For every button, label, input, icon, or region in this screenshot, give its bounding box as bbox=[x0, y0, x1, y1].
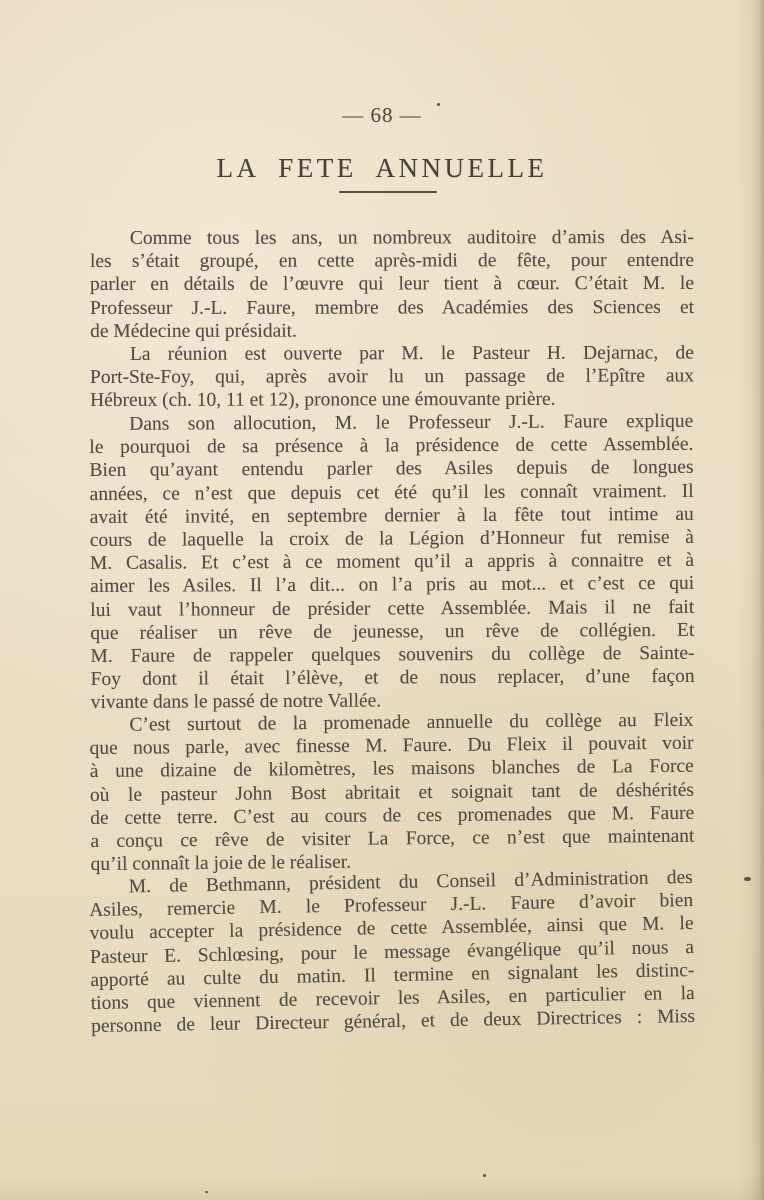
text-line: Port-Ste-Foy, qui, après avoir lu un passage de l’Epître aux bbox=[89, 365, 695, 389]
text-line: Foy dont il était l’élève, et de nous replacer, d’une façon bbox=[90, 665, 695, 690]
paper-speck bbox=[744, 877, 751, 881]
text-line: a conçu ce rêve de visiter La Force, ce n’est que maintenant bbox=[90, 825, 695, 852]
text-line: qu’il connaît la joie de le réaliser. bbox=[90, 851, 352, 876]
text-line: M. de Bethmann, président du Conseil d’Administration des bbox=[128, 867, 693, 898]
text-line: cours de laquelle la croix de la Légion d’Honneur fut remise à bbox=[89, 526, 694, 551]
paragraph bbox=[89, 866, 696, 1038]
text-line: C’est surtout de la promenade annuelle du collège au Fleix bbox=[129, 709, 694, 736]
text-line: La réunion est ouverte par M. le Pasteur H. Dejarnac, de bbox=[129, 342, 694, 365]
text-line: Bien qu’ayant entendu parler des Asiles depuis de longues bbox=[89, 456, 694, 481]
text-line: années, ce n’est que depuis cet été qu’il les connaît vraiment. Il bbox=[89, 479, 694, 505]
text-line: aimer les Asiles. Il l’a dit... on l’a pris au mot... et c’est ce qui bbox=[90, 572, 695, 597]
page-bottom-shadow bbox=[0, 1174, 764, 1200]
page-edge-shadow bbox=[738, 0, 764, 1200]
title-rule bbox=[339, 191, 437, 193]
paper-speck bbox=[205, 1191, 208, 1193]
text-line: à une dizaine de kilomètres, les maisons blanches de La Force bbox=[89, 756, 694, 783]
paragraph bbox=[89, 409, 695, 714]
text-line: les s’était groupé, en cette après-midi de fête, pour entendre bbox=[89, 250, 694, 273]
text-line: où le pasteur John Bost abritait et soignait tant de déshérités bbox=[89, 779, 695, 806]
text-line: lui vaut l’honneur de présider cette Assemblée. Mais il ne fait bbox=[90, 595, 695, 620]
text-line: que réaliser un rêve de jeunesse, un rêve de collégien. Et bbox=[90, 619, 695, 644]
text-line: de cette terre. C’est au cours de ces promenades que M. Faure bbox=[90, 802, 695, 829]
text-line: Asiles, remercie M. le Professeur J.-L. Faure d’avoir bien bbox=[89, 890, 694, 922]
text-line: Dans son allocution, M. le Professeur J.-L. Faure explique bbox=[129, 410, 694, 435]
text-line: tions que viennent de recevoir les Asiles, en particulier en la bbox=[90, 983, 695, 1015]
text-line: M. Casalis. Et c’est à ce moment qu’il a appris à connaitre et à bbox=[89, 549, 695, 574]
text-line: de Médecine qui présidait. bbox=[90, 320, 297, 342]
text-line: personne de leur Directeur général, et de deux Directrices : Miss bbox=[90, 1006, 696, 1038]
text-line: Professeur J.-L. Faure, membre des Académies des Sciences et bbox=[90, 296, 695, 319]
text-line: Pasteur E. Schlœsing, pour le message évangélique qu’il nous a bbox=[89, 936, 695, 968]
text-line: que nous parle, avec finesse M. Faure. Du Fleix il pouvait voir bbox=[89, 732, 694, 760]
text-line: apporté au culte du matin. Il termine en signalant les distinc- bbox=[90, 959, 695, 991]
page-body bbox=[90, 227, 694, 1039]
text-line: Comme tous les ans, un nombreux auditoire d’amis des Asi- bbox=[129, 226, 694, 249]
paragraph bbox=[90, 341, 694, 412]
text-line: M. Faure de rappeler quelques souvenirs du collège de Sainte- bbox=[90, 642, 695, 667]
text-line: voulu accepter la présidence de cette Assemblée, ainsi que M. le bbox=[89, 913, 694, 945]
text-line: avait été invité, en septembre dernier à la fête tout intime au bbox=[89, 503, 694, 528]
paragraph bbox=[89, 709, 694, 877]
text-line: le pourquoi de sa présence à la présidence de cette Assemblée. bbox=[89, 433, 694, 458]
paper-speck bbox=[483, 1174, 486, 1177]
paper-speck bbox=[437, 103, 440, 106]
text-line: Hébreux (ch. 10, 11 et 12), prononce une émouvante prière. bbox=[90, 389, 556, 412]
paragraph bbox=[90, 226, 694, 343]
page-title: LA FETE ANNUELLE bbox=[216, 153, 548, 183]
text-line: parler en détails de l’œuvre qui leur tient à cœur. C’était M. le bbox=[89, 273, 695, 296]
page-number: — 68 — bbox=[342, 103, 422, 127]
text-line: vivante dans le passé de notre Vallée. bbox=[90, 690, 382, 713]
